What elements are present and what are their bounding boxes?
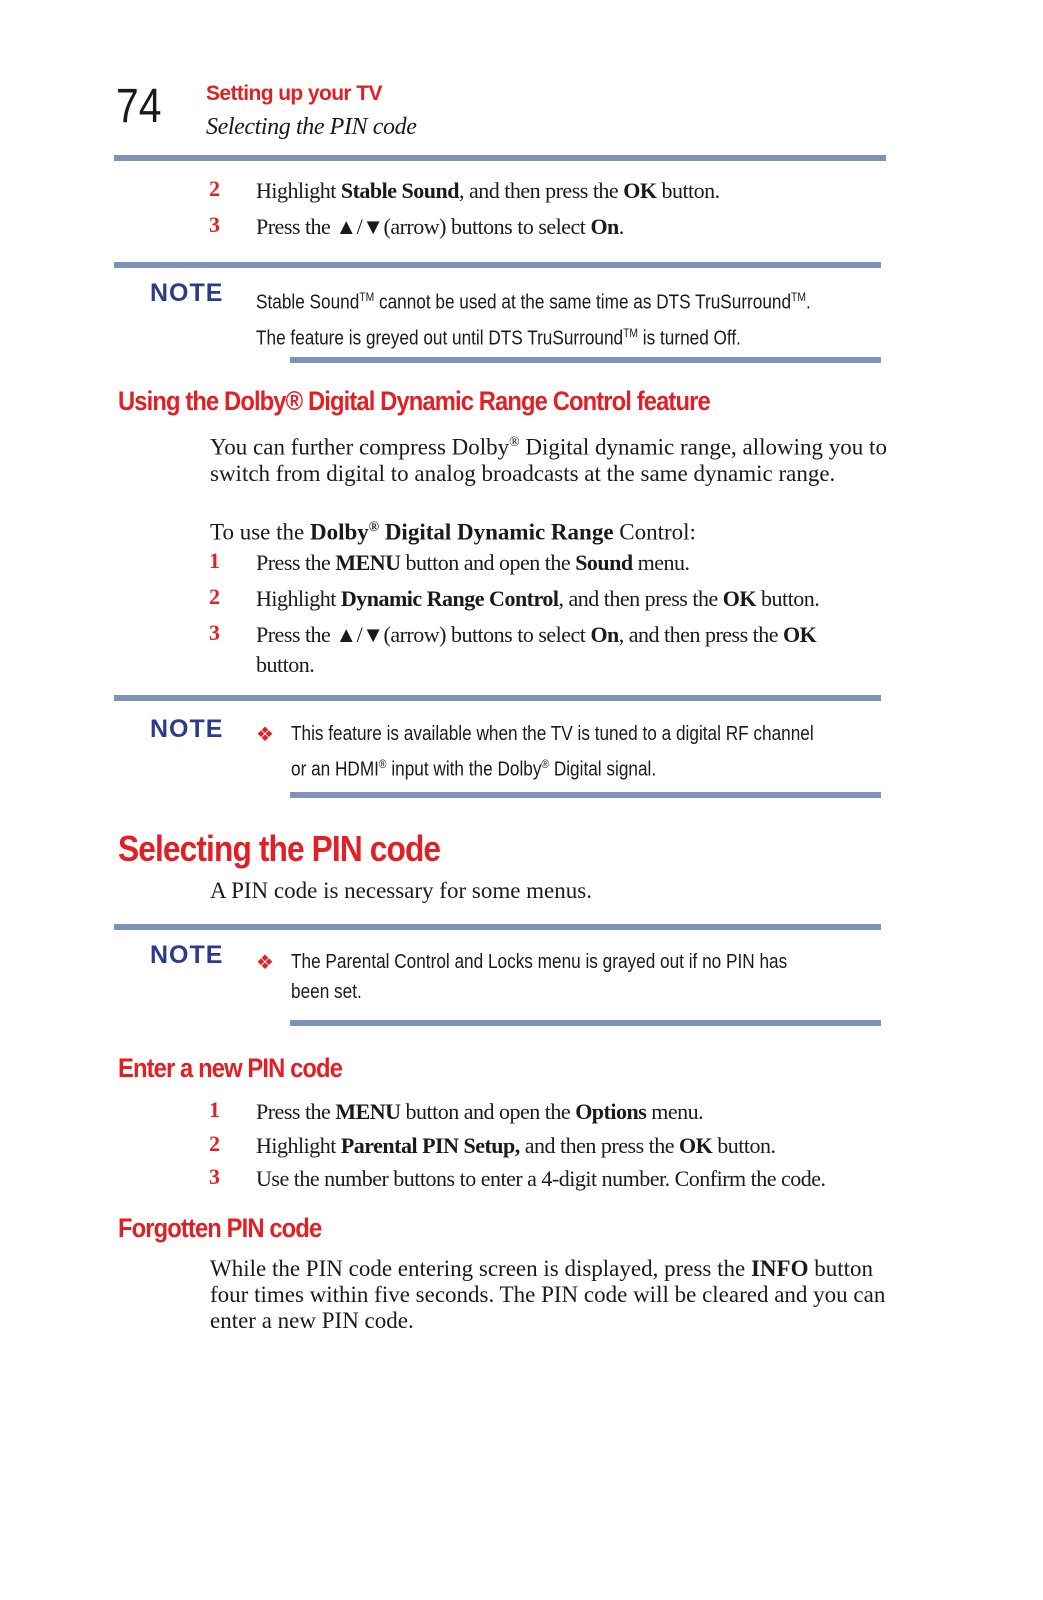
subsection-title: Selecting the PIN code — [206, 114, 417, 140]
step-number: 3 — [209, 620, 220, 645]
page-number: 74 — [116, 80, 162, 133]
note-text: Stable Sound™ cannot be used at the same time as DTS TruSurround™. The feature is greyed out until DTS TruSurround™ is turned Off. — [256, 290, 811, 350]
step-number: 1 — [209, 548, 220, 573]
step-number: 2 — [209, 1131, 220, 1156]
header-rule — [114, 155, 886, 161]
note-text: The Parental Control and Locks menu is grayed out if no PIN has been set. — [291, 951, 788, 1003]
step-text: Press the ▲/▼(arrow) buttons to select On, and then press the OK button. — [256, 622, 817, 677]
section-title: Setting up your TV — [206, 82, 382, 105]
step-text: Press the ▲/▼(arrow) buttons to select On. — [256, 214, 624, 239]
note-label: NOTE — [150, 941, 224, 969]
note-rule-bottom — [290, 792, 881, 798]
section-heading: Enter a new PIN code — [118, 1053, 343, 1083]
paragraph: A PIN code is necessary for some menus. — [210, 878, 592, 903]
paragraph: While the PIN code entering screen is displayed, press the INFO button four times within five seconds. The PIN code will be cleared and you can enter a new PIN code. — [210, 1256, 886, 1333]
step-text: Highlight Dynamic Range Control, and then press the OK button. — [256, 586, 820, 611]
step-number: 3 — [209, 212, 220, 237]
step-text: Use the number buttons to enter a 4-digit number. Confirm the code. — [256, 1166, 826, 1191]
note-label: NOTE — [150, 279, 224, 307]
step-number: 1 — [209, 1097, 220, 1122]
step-number: 2 — [209, 176, 220, 201]
note-rule-top — [114, 262, 881, 268]
step-text: Press the MENU button and open the Sound menu. — [256, 550, 690, 575]
diamond-bullet-icon: ❖ — [256, 952, 274, 974]
section-heading: Forgotten PIN code — [118, 1213, 322, 1243]
page-title: Selecting the PIN code — [118, 828, 441, 869]
step-text: Highlight Stable Sound, and then press the OK button. — [256, 178, 720, 203]
step-text: Highlight Parental PIN Setup, and then press the OK button. — [256, 1133, 776, 1158]
step-text: Press the MENU button and open the Options menu. — [256, 1099, 704, 1124]
note-rule-top — [114, 924, 881, 930]
step-number: 3 — [209, 1164, 220, 1189]
note-rule-top — [114, 695, 881, 701]
note-text: This feature is available when the TV is tuned to a digital RF channel or an HDMI® input with the Dolby® Digital signal. — [291, 723, 814, 781]
note-label: NOTE — [150, 715, 224, 743]
section-heading: Using the Dolby® Digital Dynamic Range Control feature — [118, 386, 710, 416]
paragraph: To use the Dolby® Digital Dynamic Range Control: — [210, 519, 696, 545]
note-rule-bottom — [290, 1020, 881, 1026]
note-rule-bottom — [290, 357, 881, 363]
diamond-bullet-icon: ❖ — [256, 724, 274, 746]
paragraph: You can further compress Dolby® Digital dynamic range, allowing you to switch from digital to analog broadcasts at the same dynamic range. — [210, 434, 887, 486]
step-number: 2 — [209, 584, 220, 609]
